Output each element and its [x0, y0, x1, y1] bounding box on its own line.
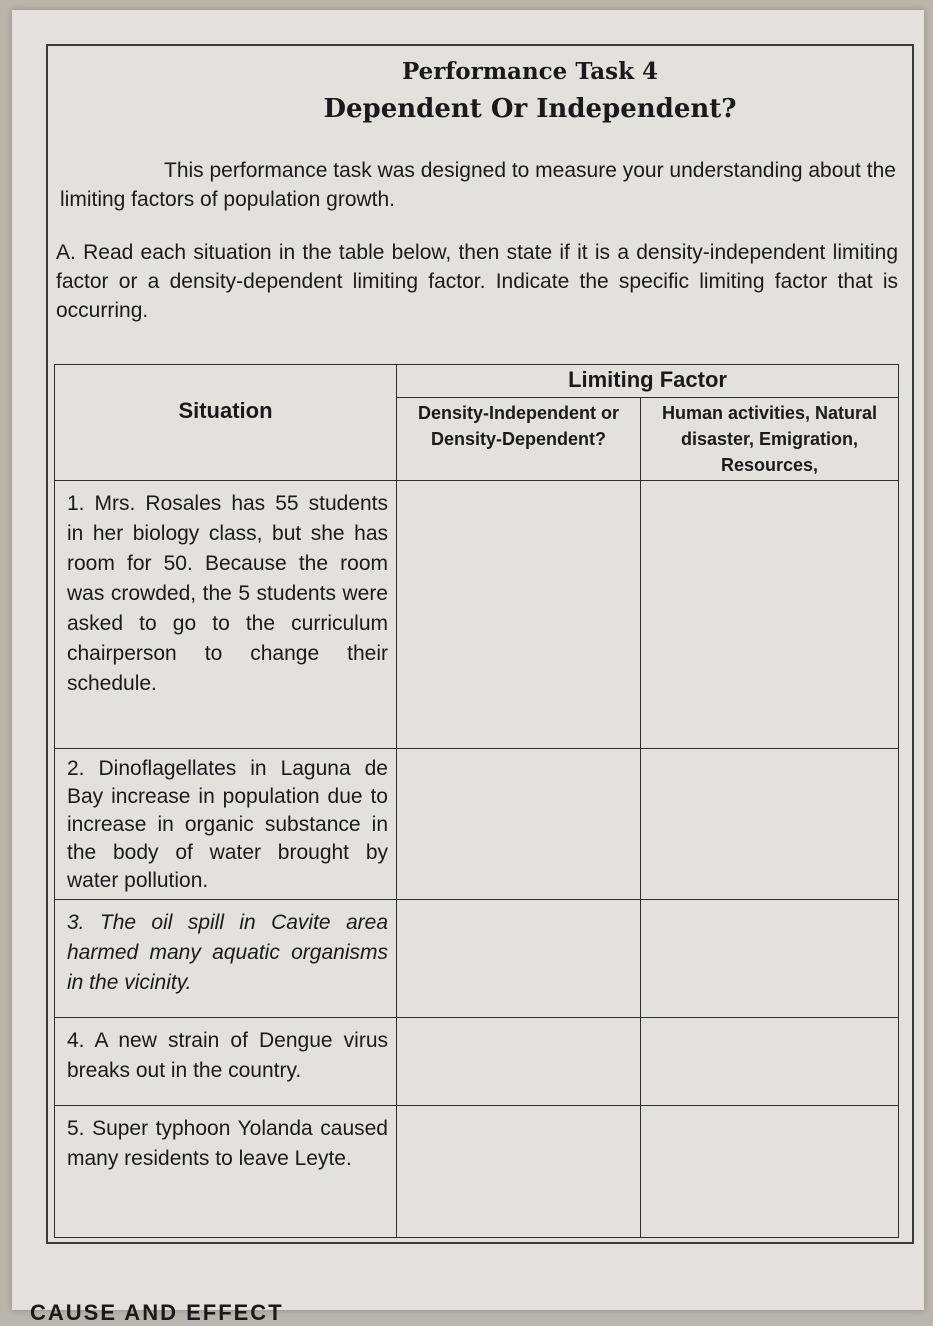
situation-cell: 5. Super typhoon Yolanda caused many residents to leave Leyte. [55, 1106, 397, 1238]
header-limiting-factor: Limiting Factor [397, 365, 899, 398]
intro-paragraph: This performance task was designed to measure your understanding about the limiting factors of population growth. [60, 159, 896, 211]
situation-cell: 1. Mrs. Rosales has 55 students in her biology class, but she has room for 50. Because the room was crowded, the 5 students were asked to go to the curriculum chairperson to change their schedule. [55, 481, 397, 749]
limiting-factor-table [54, 364, 899, 1238]
next-section-heading: CAUSE AND EFFECT [30, 1300, 284, 1325]
specific-answer-cell[interactable] [641, 1018, 899, 1106]
header-situation: Situation [55, 365, 397, 481]
table-row [55, 1106, 899, 1238]
table-row [55, 481, 899, 749]
task-subtitle: Dependent Or Independent? [323, 94, 737, 124]
task-title: Performance Task 4 [401, 58, 659, 85]
density-answer-cell[interactable] [397, 481, 641, 749]
density-answer-cell[interactable] [397, 900, 641, 1018]
header-density-type: Density-Independent or Density-Dependent? [397, 398, 641, 481]
table-row [55, 900, 899, 1018]
specific-answer-cell[interactable] [641, 1106, 899, 1238]
situation-cell: 3. The oil spill in Cavite area harmed many aquatic organisms in the vicinity. [55, 900, 397, 1018]
specific-answer-cell[interactable] [641, 481, 899, 749]
density-answer-cell[interactable] [397, 749, 641, 900]
specific-answer-cell[interactable] [641, 900, 899, 1018]
density-answer-cell[interactable] [397, 1106, 641, 1238]
instruction-paragraph: A. Read each situation in the table below, then state if it is a density-independent limiting factor or a density-dependent limiting factor. Indicate the specific limiting factor that is occurring. [56, 241, 898, 322]
situation-cell: 2. Dinoflagellates in Laguna de Bay increase in population due to increase in organic substance in the body of water brought by water pollution. [55, 749, 397, 900]
situation-cell: 4. A new strain of Dengue virus breaks out in the country. [55, 1018, 397, 1106]
table-row [55, 749, 899, 900]
density-answer-cell[interactable] [397, 1018, 641, 1106]
header-specific-factor: Human activities, Natural disaster, Emigration, Resources, [641, 398, 899, 481]
specific-answer-cell[interactable] [641, 749, 899, 900]
table-row [55, 1018, 899, 1106]
